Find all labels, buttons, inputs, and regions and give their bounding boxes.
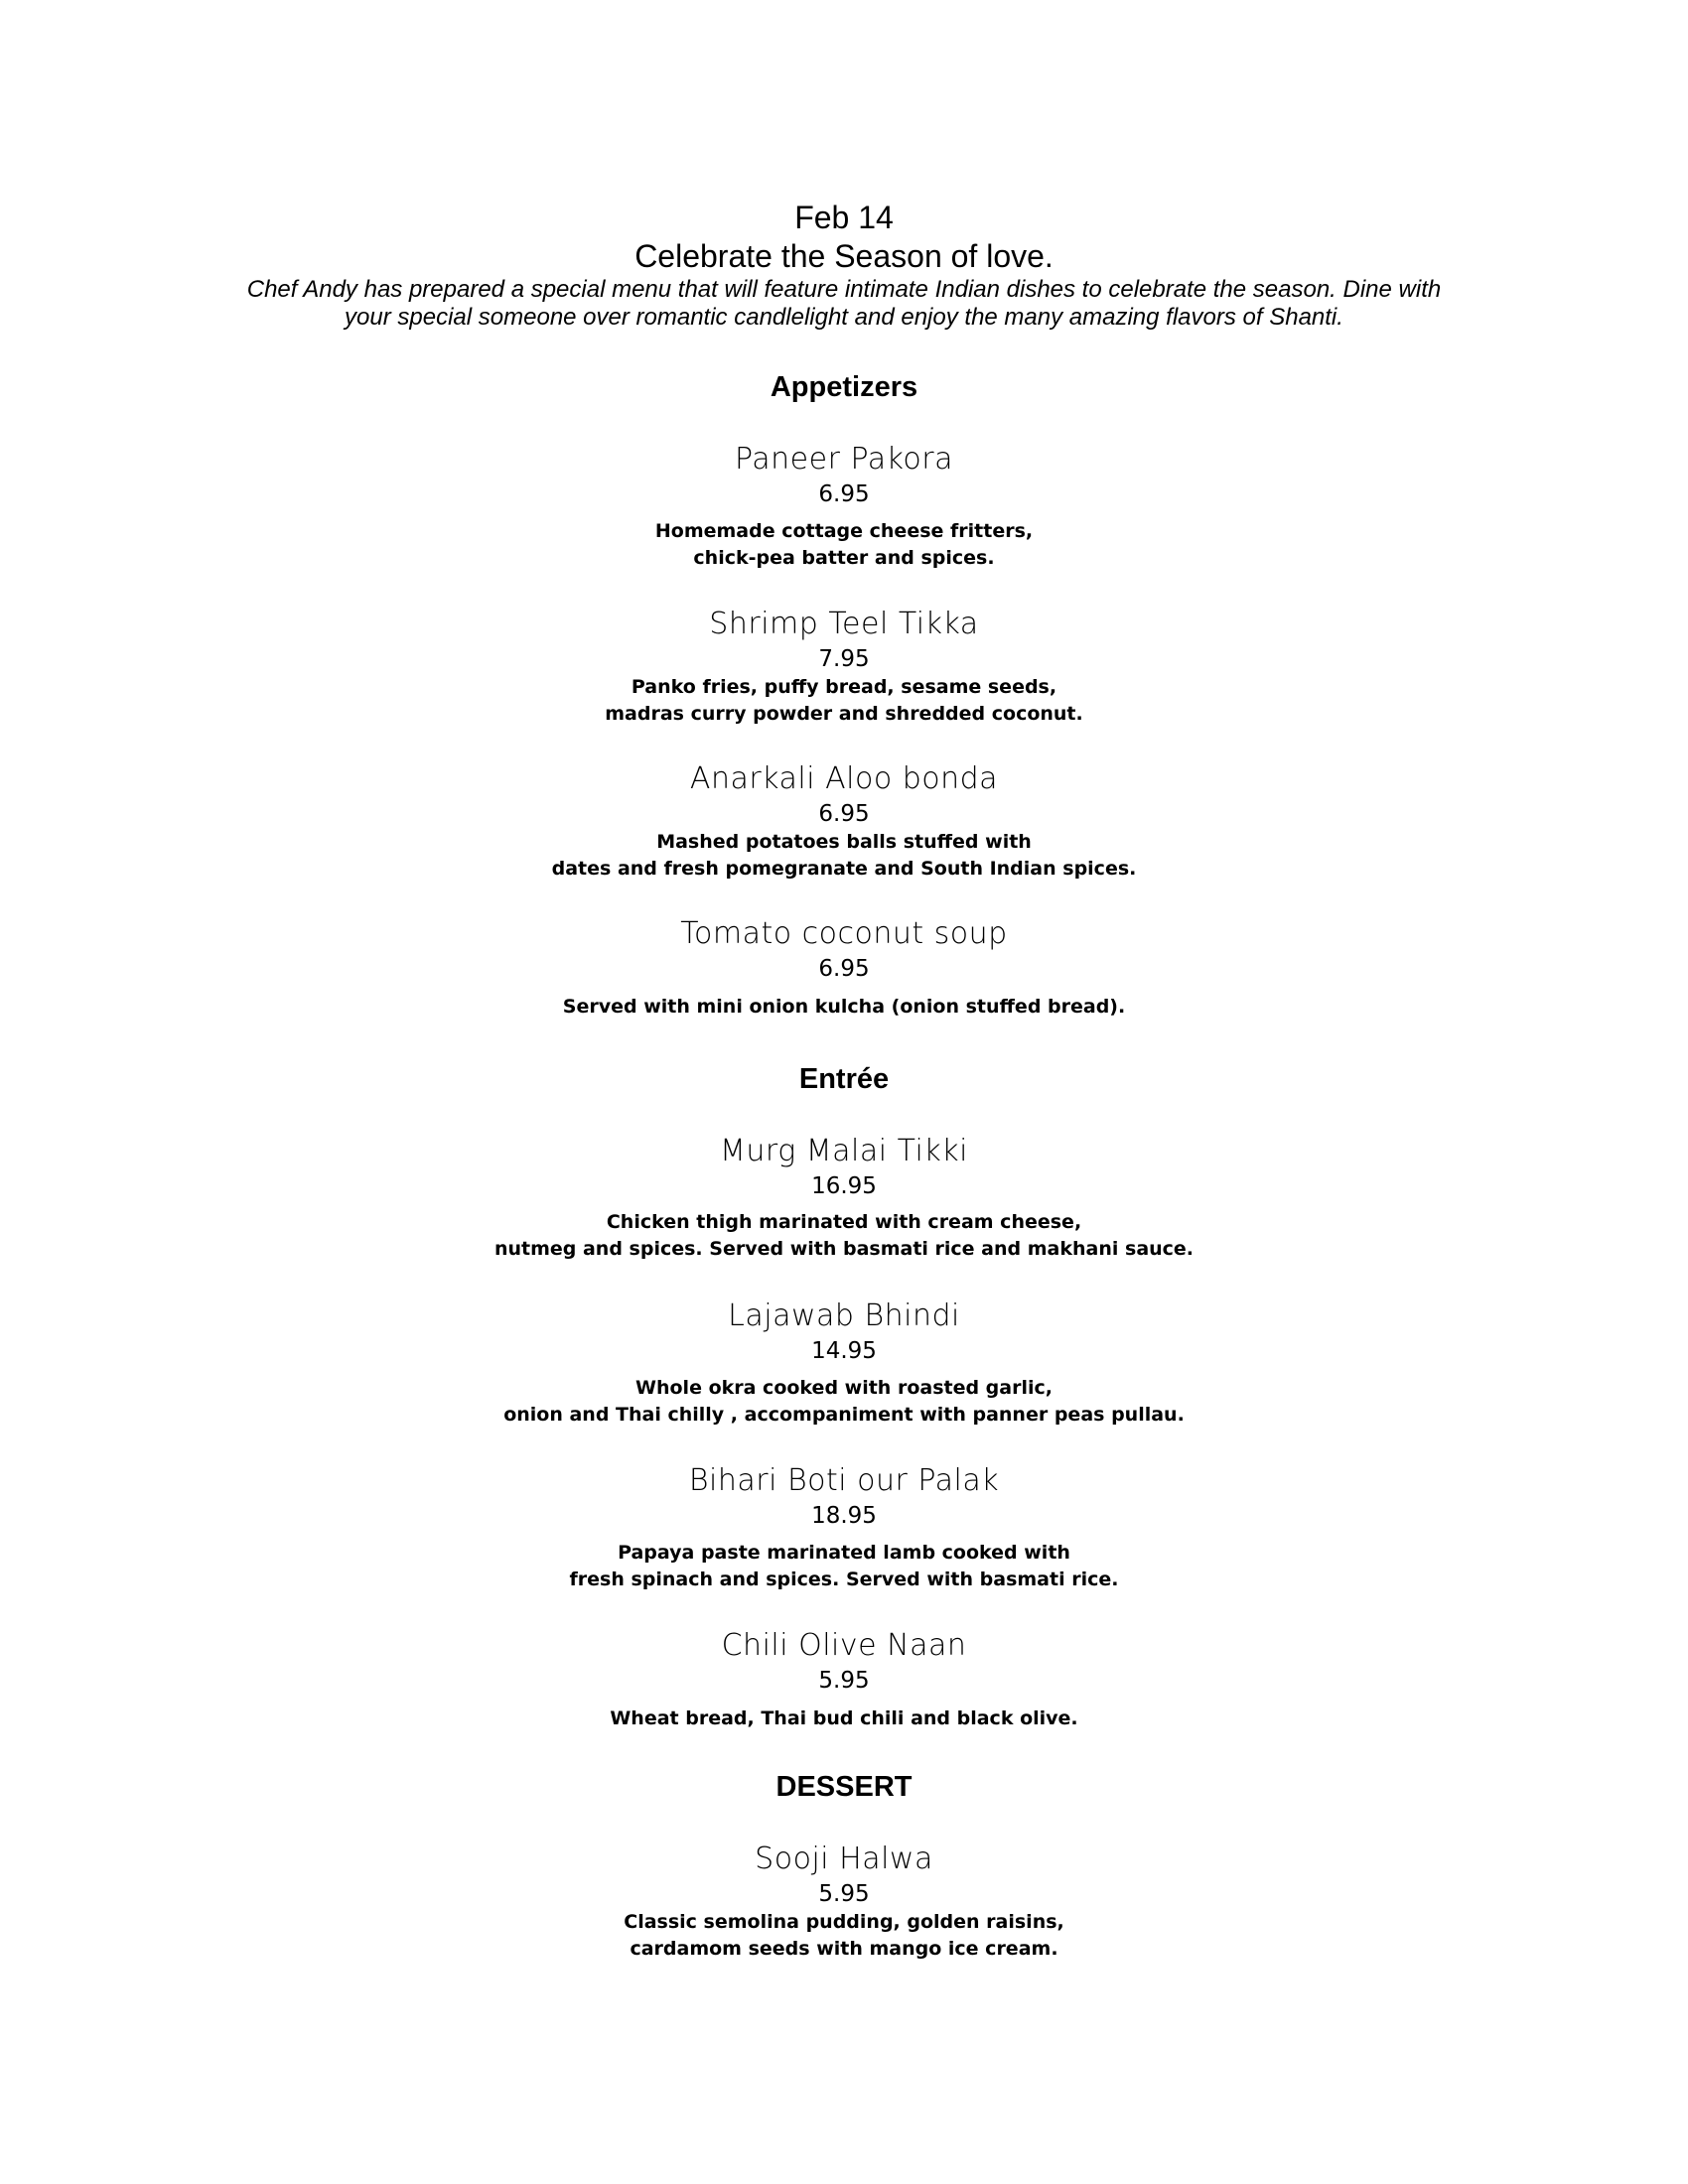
dish-name: Chili Olive Naan xyxy=(721,1628,967,1663)
dish-description-line: fresh spinach and spices. Served with basmati rice. xyxy=(569,1569,1119,1590)
dish-price: 18.95 xyxy=(811,1503,877,1529)
dish-name: Murg Malai Tikki xyxy=(720,1134,968,1168)
dish-description-line: Papaya paste marinated lamb cooked with xyxy=(618,1542,1070,1564)
dish-description-line: Panko fries, puffy bread, sesame seeds, xyxy=(631,676,1057,698)
dish-price: 7.95 xyxy=(818,646,870,672)
dish-description-line: nutmeg and spices. Served with basmati rice and makhani sauce. xyxy=(493,1238,1195,1260)
dish-price: 6.95 xyxy=(818,801,870,827)
menu-intro-line: your special someone over romantic candlelight and enjoy the many amazing flavors of Shanti. xyxy=(345,304,1343,331)
dish-description-line: Whole okra cooked with roasted garlic, xyxy=(635,1377,1053,1399)
dish-description-line: madras curry powder and shredded coconut. xyxy=(605,703,1083,725)
dish-description xyxy=(0,518,1688,572)
dish-price: 5.95 xyxy=(818,1668,870,1694)
dish-name: Paneer Pakora xyxy=(735,442,953,477)
menu-intro xyxy=(199,276,1489,332)
menu-date: Feb 14 xyxy=(794,200,894,235)
section-heading-entree: Entrée xyxy=(798,1063,890,1095)
dish-name: Bihari Boti our Palak xyxy=(688,1463,1000,1498)
section-heading-appetizers: Appetizers xyxy=(770,371,918,403)
dish-description xyxy=(0,1706,1688,1732)
dish-description xyxy=(0,829,1688,883)
dish-description xyxy=(0,994,1688,1021)
dish-description xyxy=(0,1540,1688,1593)
dish-price: 5.95 xyxy=(818,1881,870,1907)
dish-description-line: Classic semolina pudding, golden raisins, xyxy=(624,1911,1064,1933)
dish-name: Anarkali Aloo bonda xyxy=(689,761,999,796)
dish-description-line: chick-pea batter and spices. xyxy=(693,547,995,569)
menu-tagline: Celebrate the Season of love. xyxy=(634,238,1054,274)
dish-name: Tomato coconut soup xyxy=(680,916,1008,951)
dish-description xyxy=(0,1209,1688,1263)
dish-description xyxy=(0,674,1688,728)
dish-description xyxy=(0,1375,1688,1429)
dish-price: 6.95 xyxy=(818,956,870,982)
dish-description-line: onion and Thai chilly , accompaniment with panner peas pullau. xyxy=(503,1404,1185,1426)
dish-description-line: Served with mini onion kulcha (onion stuffed bread). xyxy=(562,996,1126,1018)
dish-name: Sooji Halwa xyxy=(755,1842,933,1876)
dish-name: Shrimp Teel Tikka xyxy=(709,607,979,641)
dish-description-line: cardamom seeds with mango ice cream. xyxy=(630,1938,1058,1960)
dish-price: 14.95 xyxy=(811,1338,877,1364)
dish-price: 16.95 xyxy=(811,1173,877,1199)
dish-description-line: Homemade cottage cheese fritters, xyxy=(654,520,1034,542)
dish-description-line: Mashed potatoes balls stuffed with xyxy=(656,831,1032,853)
dish-description-line: dates and fresh pomegranate and South Indian spices. xyxy=(551,858,1137,880)
dish-name: Lajawab Bhindi xyxy=(728,1298,960,1333)
dish-description-line: Wheat bread, Thai bud chili and black olive. xyxy=(610,1707,1078,1729)
menu-intro-line: Chef Andy has prepared a special menu that will feature intimate Indian dishes to celebrate the season. Dine with xyxy=(246,276,1442,303)
dish-price: 6.95 xyxy=(818,481,870,507)
section-heading-dessert: DESSERT xyxy=(775,1771,913,1803)
dish-description xyxy=(0,1909,1688,1963)
dish-description-line: Chicken thigh marinated with cream cheese, xyxy=(606,1211,1082,1233)
